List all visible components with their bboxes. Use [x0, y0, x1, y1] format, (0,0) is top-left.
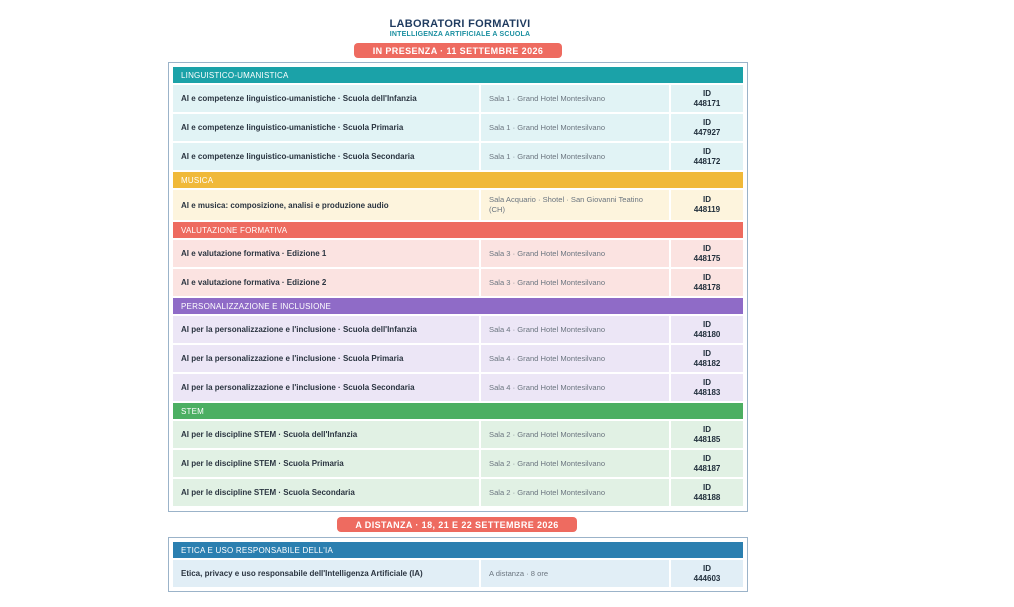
course-title: AI per le discipline STEM · Scuola dell'Infanzia	[173, 421, 479, 448]
course-title: Etica, privacy e uso responsabile dell'Intelligenza Artificiale (IA)	[173, 560, 479, 587]
course-title: AI per la personalizzazione e l'inclusione · Scuola dell'Infanzia	[173, 316, 479, 343]
table-row	[173, 450, 743, 477]
table-row	[173, 114, 743, 141]
table-row	[173, 479, 743, 506]
course-location: A distanza · 8 ore	[479, 560, 669, 587]
course-id	[669, 560, 743, 587]
course-title: AI e valutazione formativa · Edizione 2	[173, 269, 479, 296]
course-location: Sala 2 · Grand Hotel Montesilvano	[479, 450, 669, 477]
course-id	[669, 143, 743, 170]
course-id	[669, 316, 743, 343]
table-row	[173, 560, 743, 587]
category-header-musica: MUSICA	[173, 172, 743, 188]
id-value: 448188	[693, 492, 721, 502]
table-row	[173, 240, 743, 267]
section-badge-in-presenza: IN PRESENZA · 11 SETTEMBRE 2026	[354, 43, 562, 58]
page-subtitle: INTELLIGENZA ARTIFICIALE A SCUOLA	[389, 31, 531, 38]
id-label: ID	[703, 117, 711, 127]
table-row	[173, 85, 743, 112]
course-title: AI per la personalizzazione e l'inclusione · Scuola Secondaria	[173, 374, 479, 401]
header	[300, 18, 620, 38]
section-badge-a-distanza: A DISTANZA · 18, 21 E 22 SETTEMBRE 2026	[337, 517, 577, 532]
id-value: 447927	[693, 127, 721, 137]
id-value: 448119	[693, 205, 721, 214]
course-location: Sala 3 · Grand Hotel Montesilvano	[479, 240, 669, 267]
id-value: 448172	[693, 156, 721, 166]
id-label: ID	[703, 195, 711, 204]
id-label: ID	[703, 146, 711, 156]
course-location: Sala 2 · Grand Hotel Montesilvano	[479, 479, 669, 506]
table-row	[173, 316, 743, 343]
table-row	[173, 374, 743, 401]
category-header-linguistico: LINGUISTICO-UMANISTICA	[173, 67, 743, 83]
course-id	[669, 479, 743, 506]
course-title: AI e competenze linguistico-umanistiche · Scuola dell'Infanzia	[173, 85, 479, 112]
course-title: AI per le discipline STEM · Scuola Secondaria	[173, 479, 479, 506]
course-location: Sala 4 · Grand Hotel Montesilvano	[479, 345, 669, 372]
category-header-etica: ETICA E USO RESPONSABILE DELL'IA	[173, 542, 743, 558]
course-location: Sala Acquario · Shotel · San Giovanni Teatino (CH)	[479, 190, 669, 220]
id-label: ID	[703, 563, 711, 573]
course-location: Sala 2 · Grand Hotel Montesilvano	[479, 421, 669, 448]
id-value: 448187	[693, 463, 721, 473]
page-title: LABORATORI FORMATIVI	[389, 18, 531, 30]
category-header-valutazione: VALUTAZIONE FORMATIVA	[173, 222, 743, 238]
course-id	[669, 114, 743, 141]
table-row	[173, 269, 743, 296]
id-value: 448180	[693, 329, 721, 339]
id-label: ID	[703, 424, 711, 434]
id-label: ID	[703, 88, 711, 98]
course-title: AI e competenze linguistico-umanistiche · Scuola Primaria	[173, 114, 479, 141]
course-id	[669, 85, 743, 112]
course-location: Sala 4 · Grand Hotel Montesilvano	[479, 316, 669, 343]
course-location: Sala 4 · Grand Hotel Montesilvano	[479, 374, 669, 401]
course-id	[669, 374, 743, 401]
course-location: Sala 1 · Grand Hotel Montesilvano	[479, 143, 669, 170]
id-label: ID	[703, 319, 711, 329]
course-title: AI e musica: composizione, analisi e produzione audio	[173, 190, 479, 220]
id-label: ID	[703, 482, 711, 492]
id-value: 444603	[693, 573, 721, 583]
course-title: AI e valutazione formativa · Edizione 1	[173, 240, 479, 267]
course-id	[669, 269, 743, 296]
course-id	[669, 421, 743, 448]
id-label: ID	[703, 453, 711, 463]
course-location: Sala 1 · Grand Hotel Montesilvano	[479, 85, 669, 112]
panel-a-distanza	[168, 537, 748, 592]
course-title: AI per le discipline STEM · Scuola Primaria	[173, 450, 479, 477]
id-value: 448175	[693, 253, 721, 263]
id-value: 448171	[693, 98, 721, 108]
id-value: 448178	[693, 282, 721, 292]
id-value: 448183	[693, 387, 721, 397]
course-id	[669, 190, 743, 220]
course-title: AI e competenze linguistico-umanistiche · Scuola Secondaria	[173, 143, 479, 170]
id-label: ID	[703, 243, 711, 253]
course-id	[669, 240, 743, 267]
id-value: 448182	[693, 358, 721, 368]
id-value: 448185	[693, 434, 721, 444]
table-row	[173, 190, 743, 220]
course-location: Sala 3 · Grand Hotel Montesilvano	[479, 269, 669, 296]
id-label: ID	[703, 272, 711, 282]
table-row	[173, 143, 743, 170]
course-title: AI per la personalizzazione e l'inclusione · Scuola Primaria	[173, 345, 479, 372]
category-header-personalizzazione: PERSONALIZZAZIONE E INCLUSIONE	[173, 298, 743, 314]
panel-in-presenza	[168, 62, 748, 512]
table-row	[173, 345, 743, 372]
course-id	[669, 345, 743, 372]
id-label: ID	[703, 348, 711, 358]
course-location: Sala 1 · Grand Hotel Montesilvano	[479, 114, 669, 141]
id-label: ID	[703, 377, 711, 387]
table-row	[173, 421, 743, 448]
course-id	[669, 450, 743, 477]
category-header-stem: STEM	[173, 403, 743, 419]
